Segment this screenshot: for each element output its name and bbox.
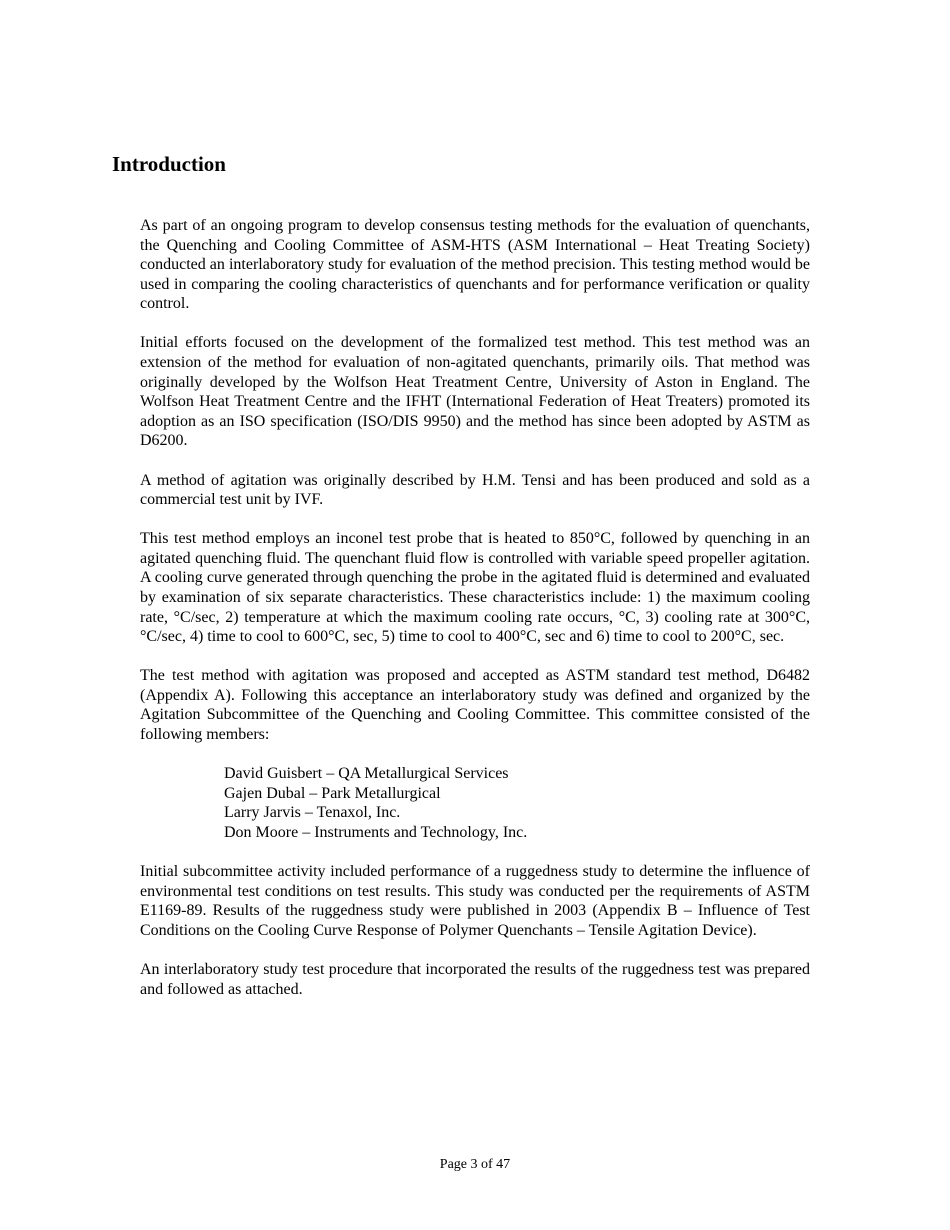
section-heading: Introduction — [112, 152, 226, 176]
paragraph: Initial subcommittee activity included performance of a ruggedness study to determine the influence of environmental test conditions on test results. This study was conducted per the requirements of ASTM E1169-89. Results of the ruggedness study were published in 2003 (Appendix B – Influence of Test Conditions on the Cooling Curve Response of Polymer Quenchants – Tensile Agitation Device). — [140, 863, 810, 939]
member-item: David Guisbert – QA Metallurgical Services — [224, 765, 509, 783]
paragraph: This test method employs an inconel test probe that is heated to 850°C, followed by quenching in an agitated quenching fluid. The quenchant fluid flow is controlled with variable speed propeller agitation. A cooling curve generated through quenching the probe in the agitated fluid is determined and evaluated by examination of six separate characteristics. These characteristics include: 1) the maximum cooling rate, °C/sec, 2) temperature at which the maximum cooling rate occurs, °C, 3) cooling rate at 300°C, °C/sec, 4) time to cool to 600°C, sec, 5) time to cool to 400°C, sec and 6) time to cool to 200°C, sec. — [140, 530, 810, 646]
paragraph: A method of agitation was originally described by H.M. Tensi and has been produced and sold as a commercial test unit by IVF. — [140, 471, 810, 509]
paragraph: The test method with agitation was proposed and accepted as ASTM standard test method, D6482 (Appendix A). Following this acceptance an interlaboratory study was defined and organized by the Agitation Subcommittee of the Quenching and Cooling Committee. This committee consisted of the following members: — [140, 667, 810, 744]
member-item: Don Moore – Instruments and Technology, Inc. — [224, 823, 528, 841]
paragraph: Initial efforts focused on the development of the formalized test method. This test method was an extension of the method for evaluation of non-agitated quenchants, primarily oils. That method was originally developed by the Wolfson Heat Treatment Centre, University of Aston in England. The Wolfson Heat Treatment Centre and the IFHT (International Federation of Heat Treaters) promoted its adoption as an ISO specification (ISO/DIS 9950) and the method has since been adopted by ASTM as D6200. — [140, 334, 810, 450]
paragraph: As part of an ongoing program to develop consensus testing methods for the evaluation of quenchants, the Quenching and Cooling Committee of ASM-HTS (ASM International – Heat Treating Society) conducted an interlaboratory study for evaluation of the method precision. This testing method would be used in comparing the cooling characteristics of quenchants and for performance verification or quality control. — [140, 217, 810, 313]
body-text — [140, 216, 810, 1019]
member-item: Gajen Dubal – Park Metallurgical — [224, 784, 441, 802]
page-number: Page 3 of 47 — [439, 1157, 511, 1172]
member-item: Larry Jarvis – Tenaxol, Inc. — [224, 804, 401, 822]
member-list — [140, 764, 810, 842]
paragraph: An interlaboratory study test procedure that incorporated the results of the ruggedness test was prepared and followed as attached. — [140, 960, 810, 998]
